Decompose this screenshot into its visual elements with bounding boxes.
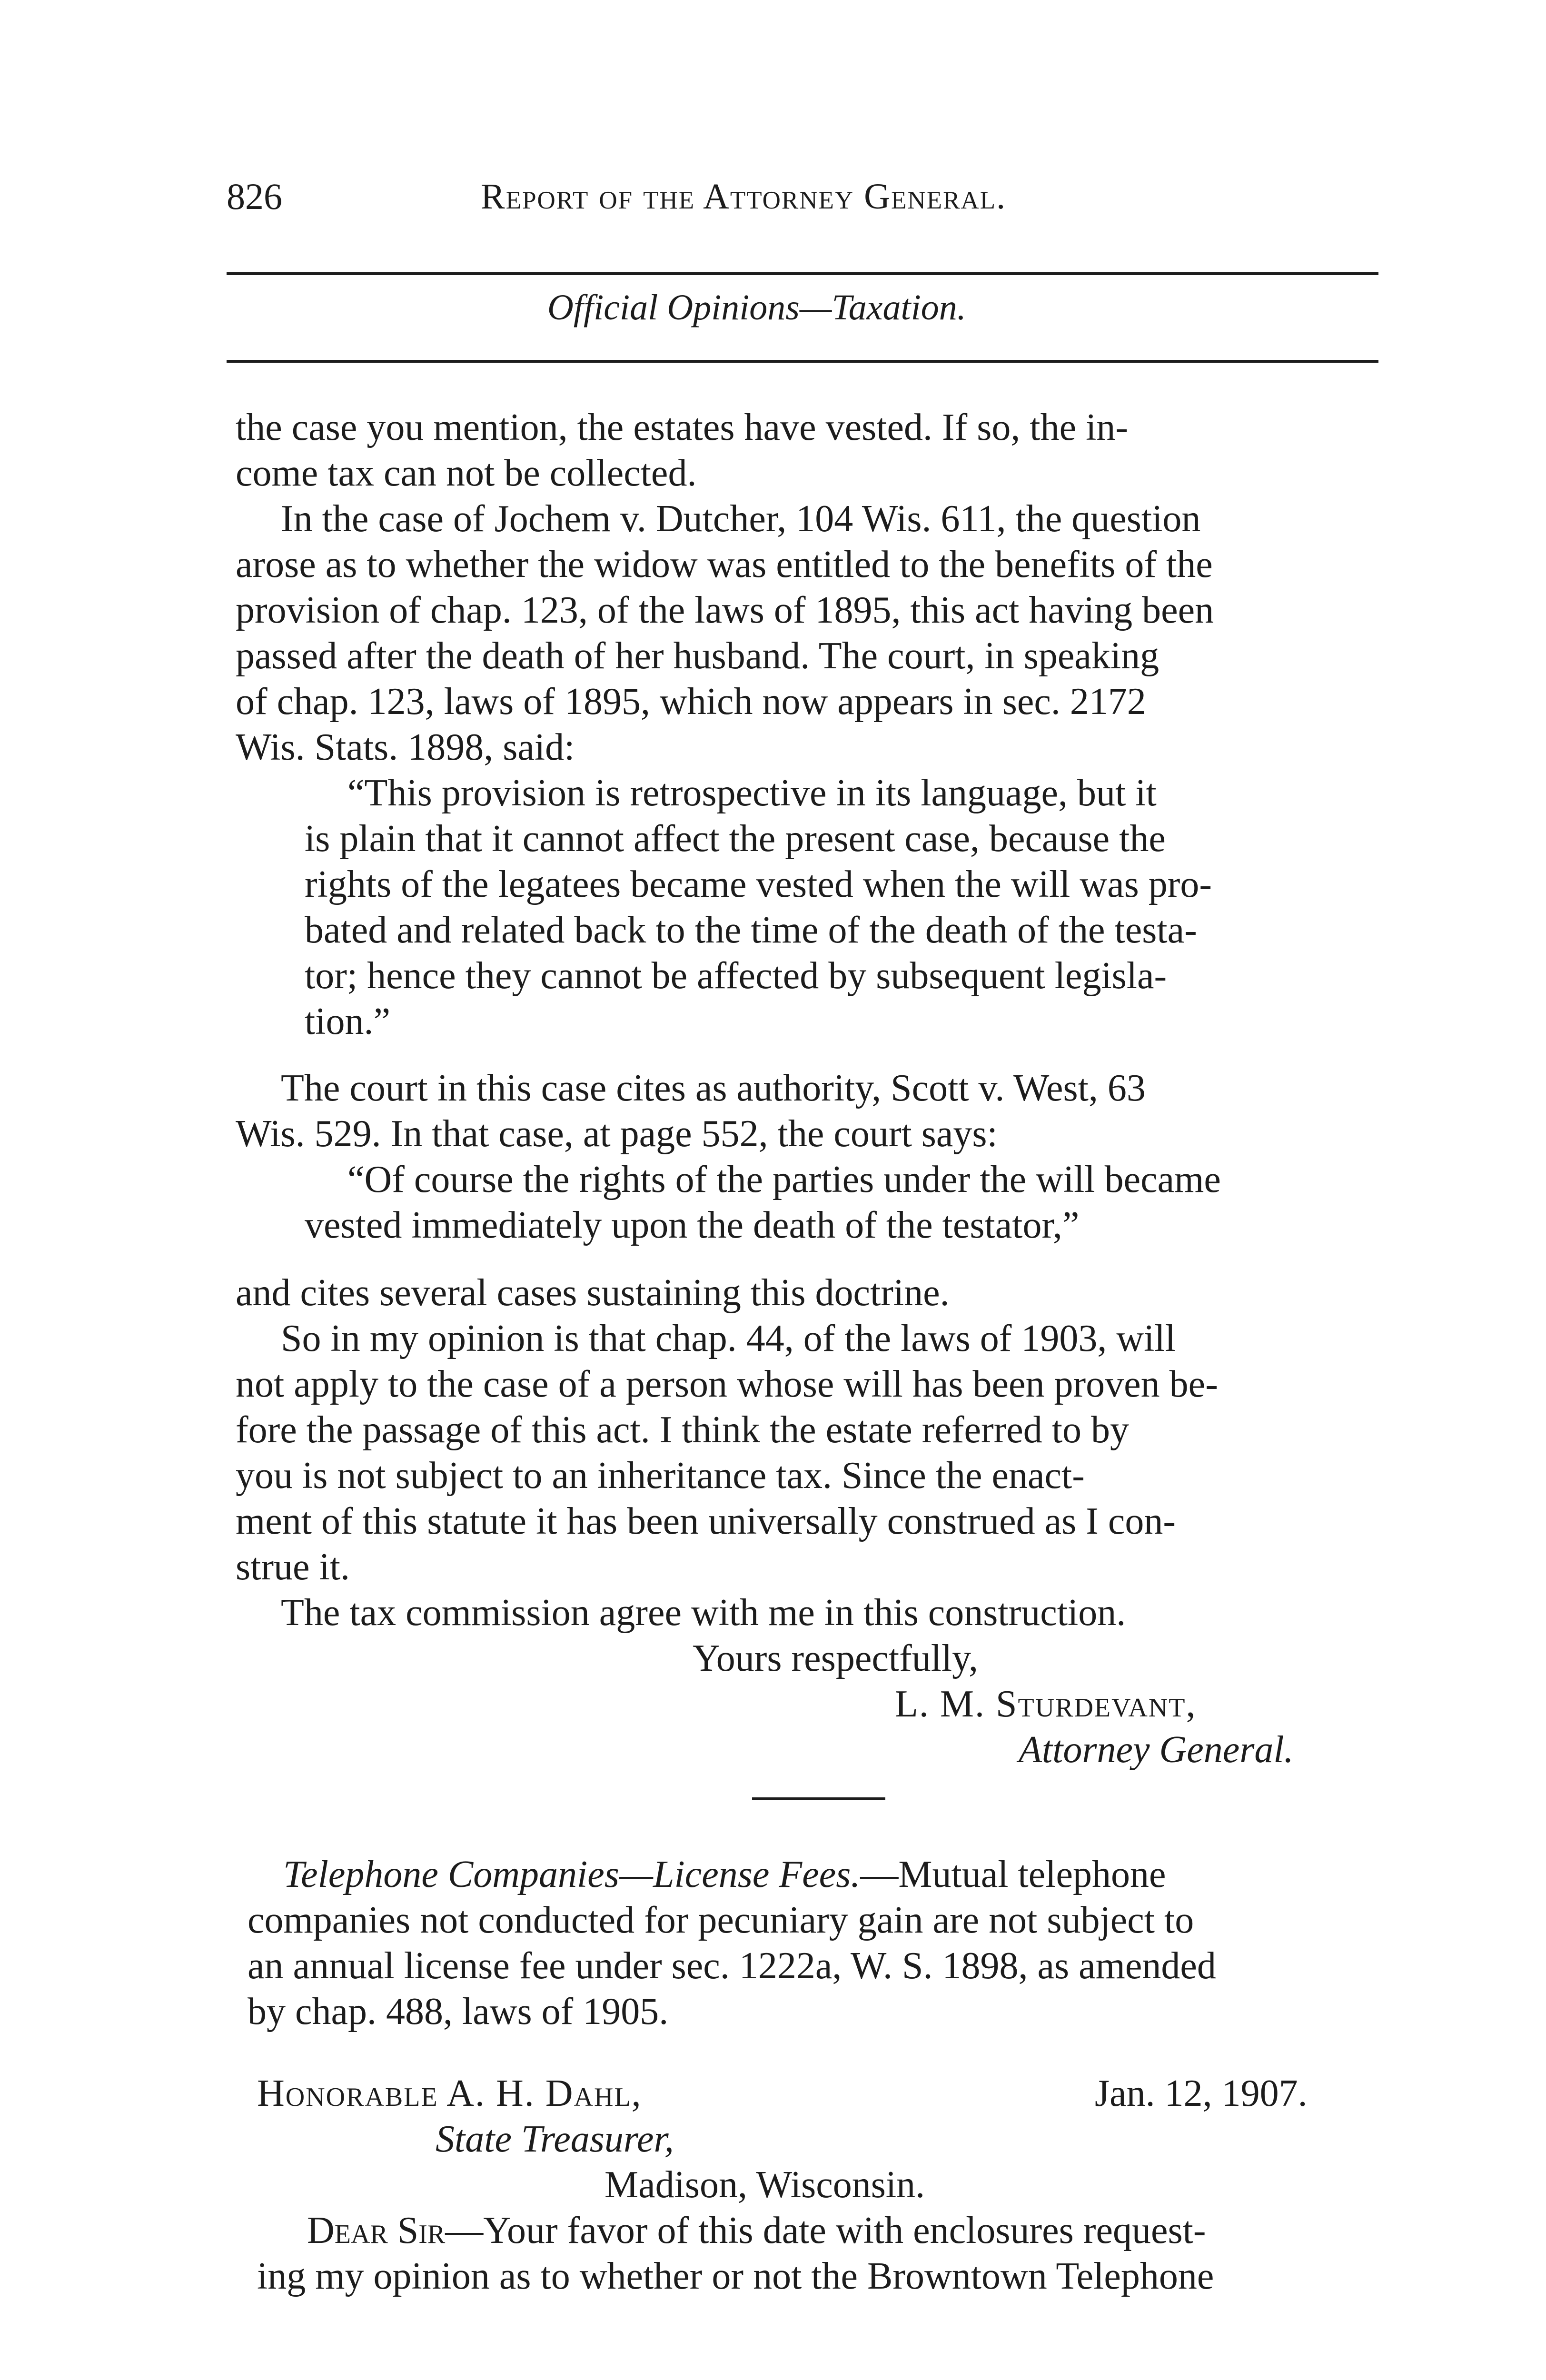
letter-line: ing my opinion as to whether or not the Browntown Telephone [257, 2255, 1214, 2297]
headnote-text: —Mutual telephone [860, 1854, 1166, 1895]
body-line: strue it. [236, 1546, 350, 1588]
quote-line: vested immediately upon the death of the testator,” [305, 1204, 1080, 1246]
body-line: ment of this statute it has been universally construed as I con- [236, 1500, 1176, 1542]
body-line: The tax commission agree with me in this construction. [281, 1592, 1126, 1634]
body-line: provision of chap. 123, of the laws of 1895, this act having been [236, 589, 1214, 631]
quote-line: bated and related back to the time of the death of the testa- [305, 909, 1197, 951]
body-line: fore the passage of this act. I think the estate referred to by [236, 1409, 1130, 1451]
running-title: Report of the Attorney General. [481, 177, 1007, 217]
quote-line: “Of course the rights of the parties under the will became [347, 1159, 1221, 1200]
body-line: So in my opinion is that chap. 44, of the laws of 1903, will [281, 1318, 1176, 1359]
body-line: passed after the death of her husband. The court, in speaking [236, 635, 1160, 677]
address: Madison, Wisconsin. [605, 2164, 925, 2206]
section-title: Official Opinions—Taxation. [547, 288, 966, 327]
header-rule-bottom [227, 360, 1378, 363]
body-line: of chap. 123, laws of 1895, which now appears in sec. 2172 [236, 681, 1146, 723]
quote-line: tor; hence they cannot be affected by subsequent legisla- [305, 955, 1167, 997]
headnote-line: by chap. 488, laws of 1905. [248, 1991, 669, 2033]
headnote-line [283, 1852, 1166, 1897]
body-line: In the case of Jochem v. Dutcher, 104 Wis. 611, the question [281, 498, 1201, 540]
letter-date: Jan. 12, 1907. [1095, 2073, 1308, 2114]
body-line: Wis. Stats. 1898, said: [236, 726, 575, 768]
header-rule-top [227, 272, 1378, 275]
letter-line [307, 2208, 1206, 2253]
headnote-line: companies not conducted for pecuniary gain are not subject to [248, 1899, 1194, 1941]
opinion-separator [752, 1797, 885, 1800]
signature-name: L. M. Sturdevant, [895, 1683, 1197, 1725]
quote-line: tion.” [305, 1001, 390, 1042]
page-number: 826 [227, 176, 282, 217]
body-line: come tax can not be collected. [236, 452, 697, 494]
headnote-title: Telephone Companies—License Fees. [283, 1854, 861, 1895]
headnote-line: an annual license fee under sec. 1222a, W. S. 1898, as amended [248, 1945, 1216, 1987]
salutation: Dear Sir [307, 2210, 446, 2251]
body-line: The court in this case cites as authority, Scott v. West, 63 [281, 1067, 1146, 1109]
body-line: the case you mention, the estates have vested. If so, the in- [236, 407, 1128, 448]
addressee: Honorable A. H. Dahl, [257, 2073, 642, 2114]
addressee-title: State Treasurer, [436, 2118, 674, 2160]
signature-title: Attorney General. [1019, 1729, 1294, 1771]
body-line: and cites several cases sustaining this doctrine. [236, 1272, 950, 1314]
quote-line: is plain that it cannot affect the present case, because the [305, 818, 1166, 860]
body-line: arose as to whether the widow was entitled to the benefits of the [236, 544, 1213, 585]
body-line: not apply to the case of a person whose will has been proven be- [236, 1363, 1218, 1405]
closing: Yours respectfully, [693, 1637, 978, 1679]
quote-line: “This provision is retrospective in its language, but it [347, 772, 1157, 814]
body-line: you is not subject to an inheritance tax. Since the enact- [236, 1455, 1085, 1497]
body-line: Wis. 529. In that case, at page 552, the court says: [236, 1113, 998, 1155]
letter-text: —Your favor of this date with enclosures request- [445, 2210, 1206, 2251]
quote-line: rights of the legatees became vested when the will was pro- [305, 863, 1212, 905]
